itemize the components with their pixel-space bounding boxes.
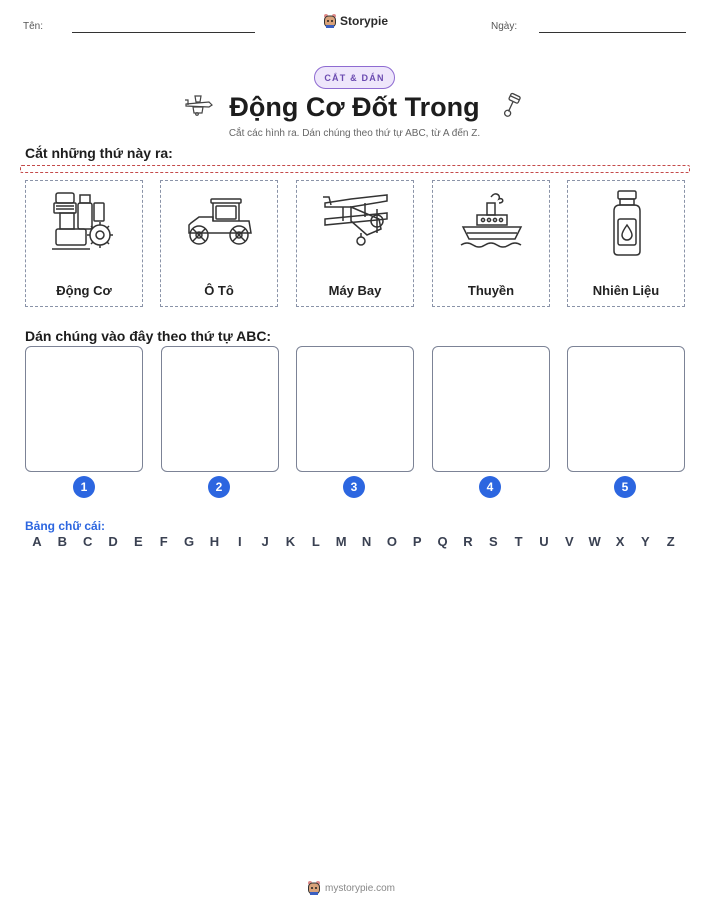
alphabet-letter: W — [588, 534, 601, 549]
engine-icon — [50, 189, 120, 257]
alphabet-letter: K — [285, 534, 296, 549]
storypie-mascot-icon — [323, 13, 337, 29]
cut-guide-line — [20, 165, 690, 173]
alphabet-letter: B — [57, 534, 68, 549]
paste-section-label: Dán chúng vào đây theo thứ tự ABC: — [25, 328, 272, 344]
name-label: Tên: — [23, 21, 44, 32]
slot-number-badge: 4 — [479, 476, 501, 498]
cutout-card-fuel[interactable] — [567, 180, 685, 307]
alphabet-letter: U — [539, 534, 549, 549]
airplane-icon — [321, 189, 391, 257]
alphabet-letter: L — [311, 534, 320, 549]
card-label: Thuyền — [467, 283, 515, 298]
footer-url: mystorypie.com — [325, 882, 396, 894]
alphabet-letter: V — [565, 534, 574, 549]
date-label: Ngày: — [491, 21, 518, 32]
alphabet-letter: Q — [437, 534, 448, 549]
slot-number-badge: 1 — [73, 476, 95, 498]
alphabet-letter: I — [237, 534, 242, 549]
fuel-bottle-icon — [592, 189, 662, 257]
alphabet-letter: M — [335, 534, 347, 549]
alphabet-letter: E — [134, 534, 143, 549]
storypie-mascot-icon — [307, 880, 321, 896]
cutout-cards — [25, 180, 685, 307]
alphabet-row — [25, 534, 685, 552]
cut-section-label: Cắt những thứ này ra: — [25, 145, 173, 161]
cutout-card-boat[interactable] — [432, 180, 550, 307]
alphabet-letter: H — [209, 534, 220, 549]
slot-number-badge: 5 — [614, 476, 636, 498]
alphabet-letter: S — [488, 534, 498, 549]
page-title: Động Cơ Đốt Trong — [229, 92, 480, 122]
date-field-line[interactable] — [539, 32, 686, 33]
alphabet-letter: P — [412, 534, 422, 549]
cutout-card-engine[interactable] — [25, 180, 143, 307]
paste-slot-1[interactable] — [25, 346, 143, 472]
card-label: Máy Bay — [328, 283, 382, 298]
alphabet-letter: T — [514, 534, 523, 549]
alphabet-letter: A — [32, 534, 42, 549]
alphabet-letter: Z — [666, 534, 675, 549]
alphabet-letter: G — [184, 534, 195, 549]
cutout-card-airplane[interactable] — [296, 180, 414, 307]
storypie-logo — [323, 13, 388, 29]
alphabet-letter: C — [82, 534, 93, 549]
paste-slot-2[interactable] — [161, 346, 279, 472]
alphabet-letter: O — [386, 534, 397, 549]
slot-number-badge: 3 — [343, 476, 365, 498]
card-label: Nhiên Liệu — [592, 283, 660, 298]
instructions: Cắt các hình ra. Dán chúng theo thứ tự ABC, từ A đến Z. — [228, 128, 481, 139]
slot-number-badge: 2 — [208, 476, 230, 498]
alphabet-letter: X — [615, 534, 625, 549]
activity-badge: CẮT & DÁN — [314, 66, 395, 89]
alphabet-letter: D — [108, 534, 118, 549]
alphabet-letter: R — [463, 534, 473, 549]
card-label: Ô Tô — [204, 283, 234, 298]
alphabet-letter: J — [261, 534, 269, 549]
paste-slot-3[interactable] — [296, 346, 414, 472]
card-label: Động Cơ — [56, 283, 112, 298]
alphabet-letter: Y — [641, 534, 650, 549]
alphabet-letter: F — [159, 534, 168, 549]
boat-icon — [457, 189, 527, 257]
paste-slot-4[interactable] — [432, 346, 550, 472]
paste-slot-5[interactable] — [567, 346, 685, 472]
footer — [307, 880, 395, 896]
cutout-card-car[interactable] — [160, 180, 278, 307]
alphabet-letter: N — [361, 534, 372, 549]
brand-name: Storypie — [340, 14, 389, 28]
paste-slots — [25, 346, 685, 496]
alphabet-label: Bảng chữ cái: — [25, 519, 106, 533]
name-field-line[interactable] — [72, 32, 255, 33]
piston-decoration-icon — [498, 92, 524, 120]
car-icon — [185, 189, 255, 257]
